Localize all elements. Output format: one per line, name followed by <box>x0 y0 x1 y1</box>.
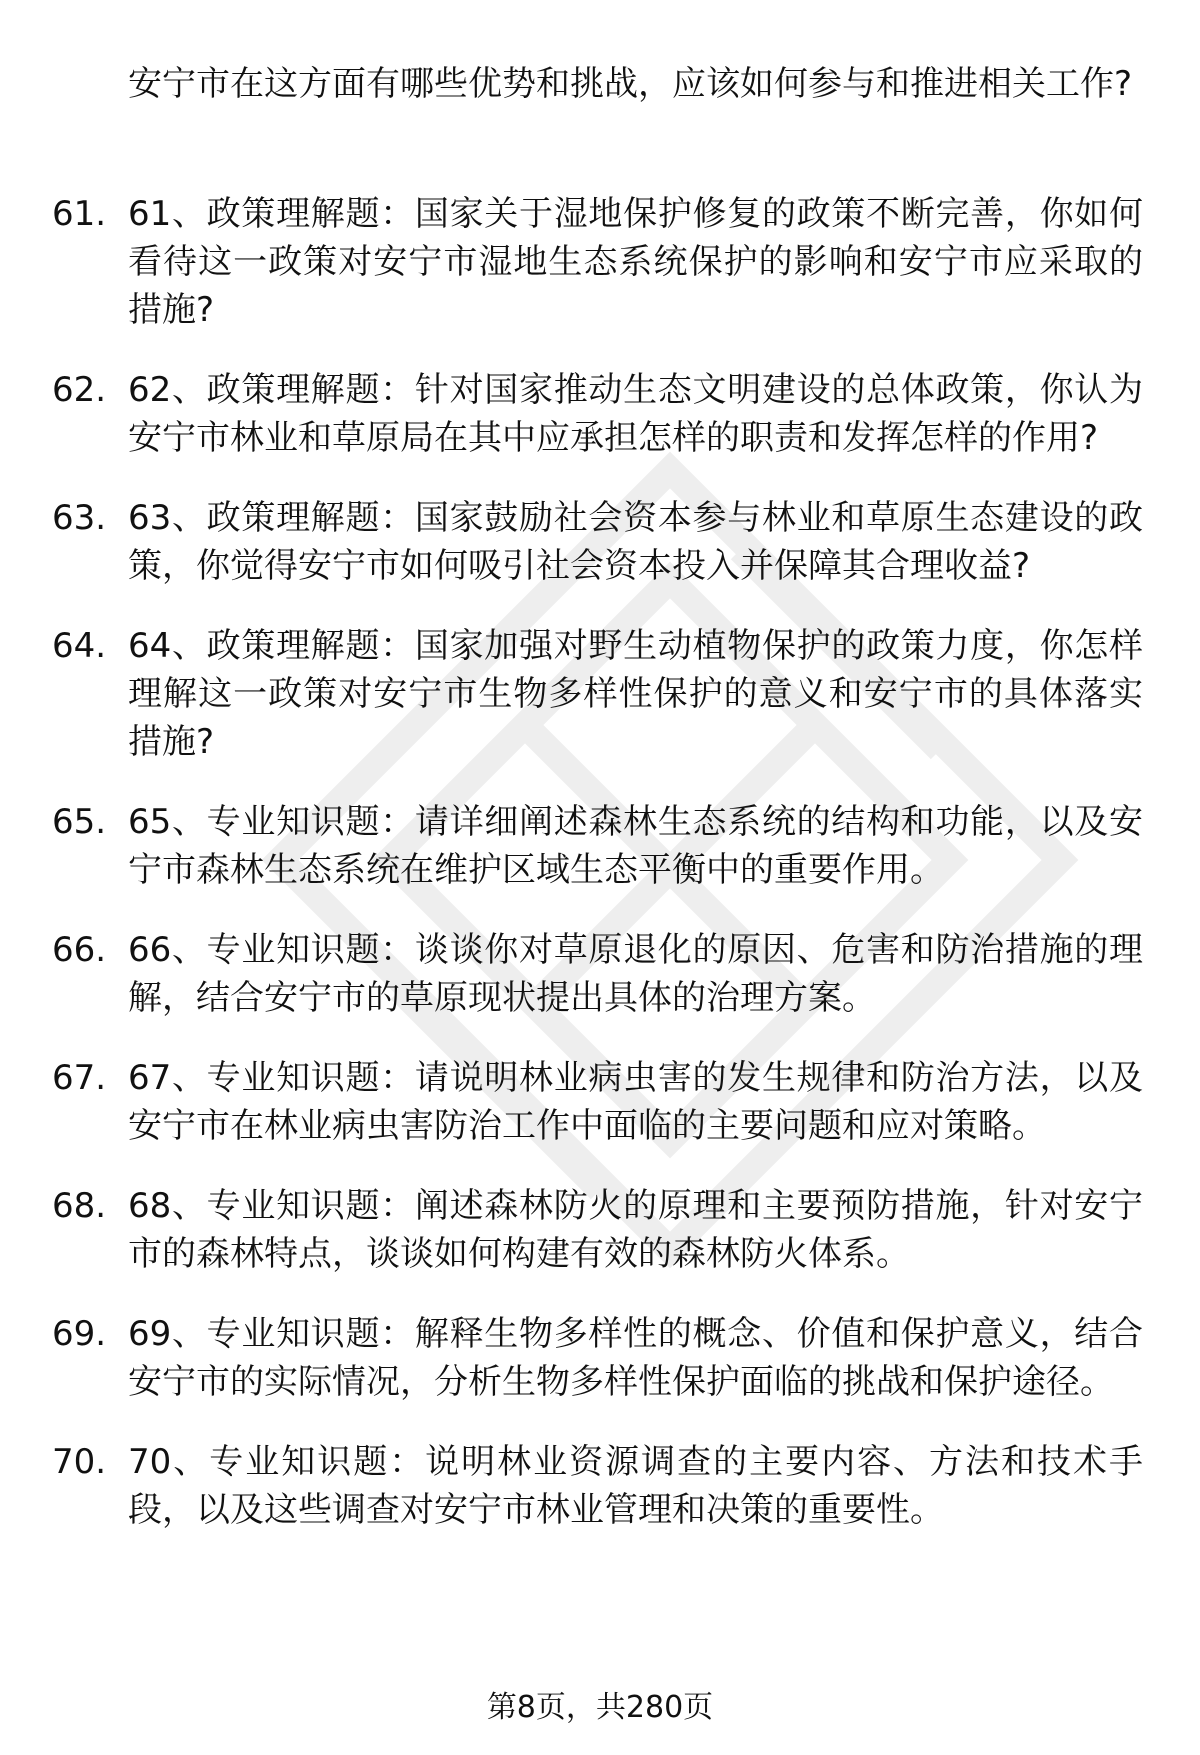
question-number: 64. <box>52 626 107 666</box>
question-list <box>0 190 1200 1566</box>
question-item <box>0 926 1200 1022</box>
question-text: 63、政策理解题：国家鼓励社会资本参与林业和草原生态建设的政策，你觉得安宁市如何吸引社会资本投入并保障其合理收益? <box>128 498 1143 586</box>
question-number: 67. <box>52 1058 107 1098</box>
question-text: 64、政策理解题：国家加强对野生动植物保护的政策力度，你怎样理解这一政策对安宁市生物多样性保护的意义和安宁市的具体落实措施? <box>128 626 1143 762</box>
question-item <box>0 1310 1200 1406</box>
question-number: 68. <box>52 1186 107 1226</box>
question-number: 61. <box>52 194 107 234</box>
question-item <box>0 1438 1200 1534</box>
question-item <box>0 622 1200 766</box>
question-number: 66. <box>52 930 107 970</box>
question-text: 70、专业知识题：说明林业资源调查的主要内容、方法和技术手段，以及这些调查对安宁市林业管理和决策的重要性。 <box>128 1442 1143 1530</box>
question-number: 65. <box>52 802 107 842</box>
question-text: 66、专业知识题：谈谈你对草原退化的原因、危害和防治措施的理解，结合安宁市的草原现状提出具体的治理方案。 <box>128 930 1143 1018</box>
question-item <box>0 190 1200 334</box>
question-item <box>0 1054 1200 1150</box>
question-number: 62. <box>52 370 107 410</box>
question-text: 62、政策理解题：针对国家推动生态文明建设的总体政策，你认为安宁市林业和草原局在其中应承担怎样的职责和发挥怎样的作用? <box>128 370 1143 458</box>
question-number: 69. <box>52 1314 107 1354</box>
page-footer <box>0 1686 1200 1730</box>
question-item <box>0 494 1200 590</box>
continuation-text: 安宁市在这方面有哪些优势和挑战，应该如何参与和推进相关工作? <box>128 64 1133 104</box>
question-text: 68、专业知识题：阐述森林防火的原理和主要预防措施，针对安宁市的森林特点，谈谈如何构建有效的森林防火体系。 <box>128 1186 1143 1274</box>
question-number: 70. <box>52 1442 107 1482</box>
question-item <box>0 366 1200 462</box>
question-number: 63. <box>52 498 107 538</box>
question-text: 61、政策理解题：国家关于湿地保护修复的政策不断完善，你如何看待这一政策对安宁市湿地生态系统保护的影响和安宁市应采取的措施? <box>128 194 1143 330</box>
question-item <box>0 1182 1200 1278</box>
question-text: 67、专业知识题：请说明林业病虫害的发生规律和防治方法，以及安宁市在林业病虫害防治工作中面临的主要问题和应对策略。 <box>128 1058 1143 1146</box>
question-text: 65、专业知识题：请详细阐述森林生态系统的结构和功能，以及安宁市森林生态系统在维护区域生态平衡中的重要作用。 <box>128 802 1143 890</box>
question-text: 69、专业知识题：解释生物多样性的概念、价值和保护意义，结合安宁市的实际情况，分析生物多样性保护面临的挑战和保护途径。 <box>128 1314 1143 1402</box>
page-number-label: 第8页，共280页 <box>486 1690 714 1725</box>
question-item <box>0 798 1200 894</box>
